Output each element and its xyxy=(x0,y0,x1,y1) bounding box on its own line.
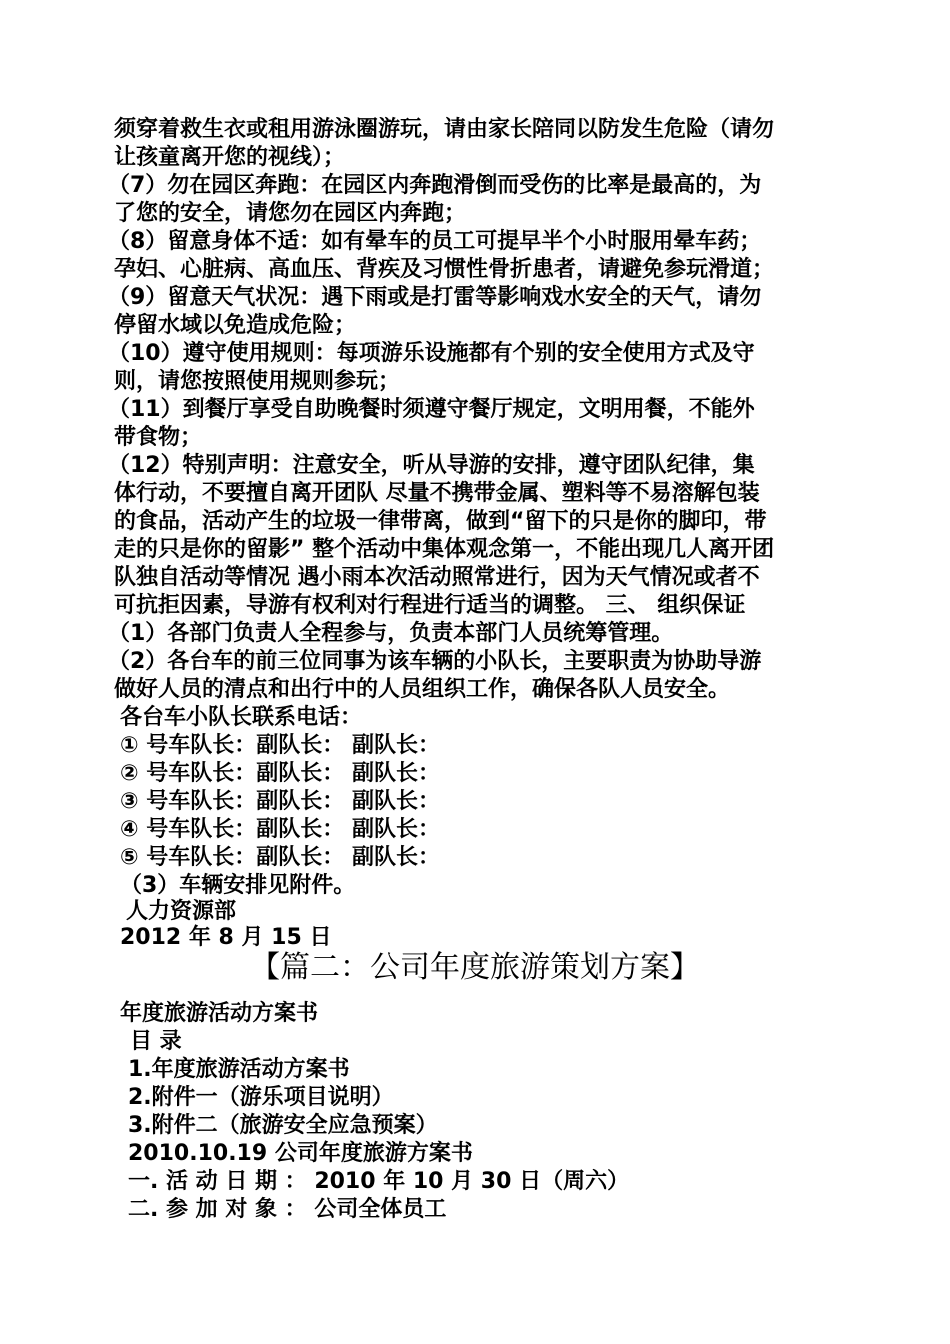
paragraph-line: 孕妇、心脏病、高血压、背疾及习惯性骨折患者，请避免参玩滑道； xyxy=(114,257,775,282)
team-leader-line: ③ 号车队长：副队长： 副队长： xyxy=(120,789,440,814)
participants-line: 二. 参 加 对 象 ： 公司全体员工 xyxy=(128,1197,447,1222)
team-leader-line: ② 号车队长：副队长： 副队长： xyxy=(120,761,440,786)
toc-item: 3.附件二（旅游安全应急预案） xyxy=(128,1113,438,1138)
team-leader-line: ⑤ 号车队长：副队长： 副队长： xyxy=(120,845,440,870)
paragraph-line: （7）勿在园区奔跑：在园区内奔跑滑倒而受伤的比率是最高的，为 xyxy=(108,173,762,198)
paragraph-line: （2）各台车的前三位同事为该车辆的小队长，主要职责为协助导游 xyxy=(108,649,762,674)
paragraph-line: 则，请您按照使用规则参玩； xyxy=(114,369,401,394)
activity-date-line: 一. 活 动 日 期 ： 2010 年 10 月 30 日（周六） xyxy=(128,1169,630,1194)
paragraph-line: 了您的安全，请您勿在园区内奔跑； xyxy=(114,201,467,226)
department-name: 人力资源部 xyxy=(126,899,237,924)
paragraph-line: 队独自活动等情况 遇小雨本次活动照常进行，因为天气情况或者不 xyxy=(114,565,760,590)
section-title: 【篇二：公司年度旅游策划方案】 xyxy=(250,950,700,985)
paragraph-line: （1）各部门负责人全程参与，负责本部门人员统筹管理。 xyxy=(108,621,674,646)
paragraph-line: 带食物； xyxy=(114,425,203,450)
paragraph-line: 须穿着救生衣或租用游泳圈游玩，请由家长陪同以防发生危险（请勿 xyxy=(114,117,775,142)
paragraph-line: 做好人员的清点和出行中的人员组织工作，确保各队人员安全。 xyxy=(114,677,731,702)
paragraph-line: 体行动，不要擅自离开团队 尽量不携带金属、塑料等不易溶解包装 xyxy=(114,481,760,506)
plan-title: 年度旅游活动方案书 xyxy=(120,1001,319,1026)
document-date: 2012 年 8 月 15 日 xyxy=(120,925,332,950)
paragraph-line: 的食品，活动产生的垃圾一律带离，做到“留下的只是你的脚印，带 xyxy=(114,509,767,534)
paragraph-line: 停留水域以免造成危险； xyxy=(114,313,357,338)
paragraph-line: （10）遵守使用规则：每项游乐设施都有个别的安全使用方式及守 xyxy=(108,341,755,366)
team-leader-line: ④ 号车队长：副队长： 副队长： xyxy=(120,817,440,842)
paragraph-line: 走的只是你的留影” 整个活动中集体观念第一，不能出现几人离开团 xyxy=(114,537,775,562)
paragraph-line: （12）特别声明：注意安全，听从导游的安排，遵守团队纪律，集 xyxy=(108,453,755,478)
paragraph-line: （3）车辆安排见附件。 xyxy=(120,873,356,898)
toc-heading: 目 录 xyxy=(130,1029,182,1054)
paragraph-line: （9）留意天气状况：遇下雨或是打雷等影响戏水安全的天气，请勿 xyxy=(108,285,762,310)
toc-item: 2.附件一（游乐项目说明） xyxy=(128,1085,394,1110)
paragraph-line: 可抗拒因素，导游有权利对行程进行适当的调整。 三、 组织保证 xyxy=(114,593,746,618)
team-leader-line: ① 号车队长：副队长： 副队长： xyxy=(120,733,440,758)
paragraph-line: 各台车小队长联系电话： xyxy=(120,705,363,730)
paragraph-line: （11）到餐厅享受自助晚餐时须遵守餐厅规定，文明用餐，不能外 xyxy=(108,397,755,422)
paragraph-line: （8）留意身体不适：如有晕车的员工可提早半个小时服用晕车药； xyxy=(108,229,762,254)
paragraph-line: 让孩童离开您的视线）； xyxy=(114,145,346,170)
plan-subtitle: 2010.10.19 公司年度旅游方案书 xyxy=(128,1141,473,1166)
toc-item: 1.年度旅游活动方案书 xyxy=(128,1057,350,1082)
